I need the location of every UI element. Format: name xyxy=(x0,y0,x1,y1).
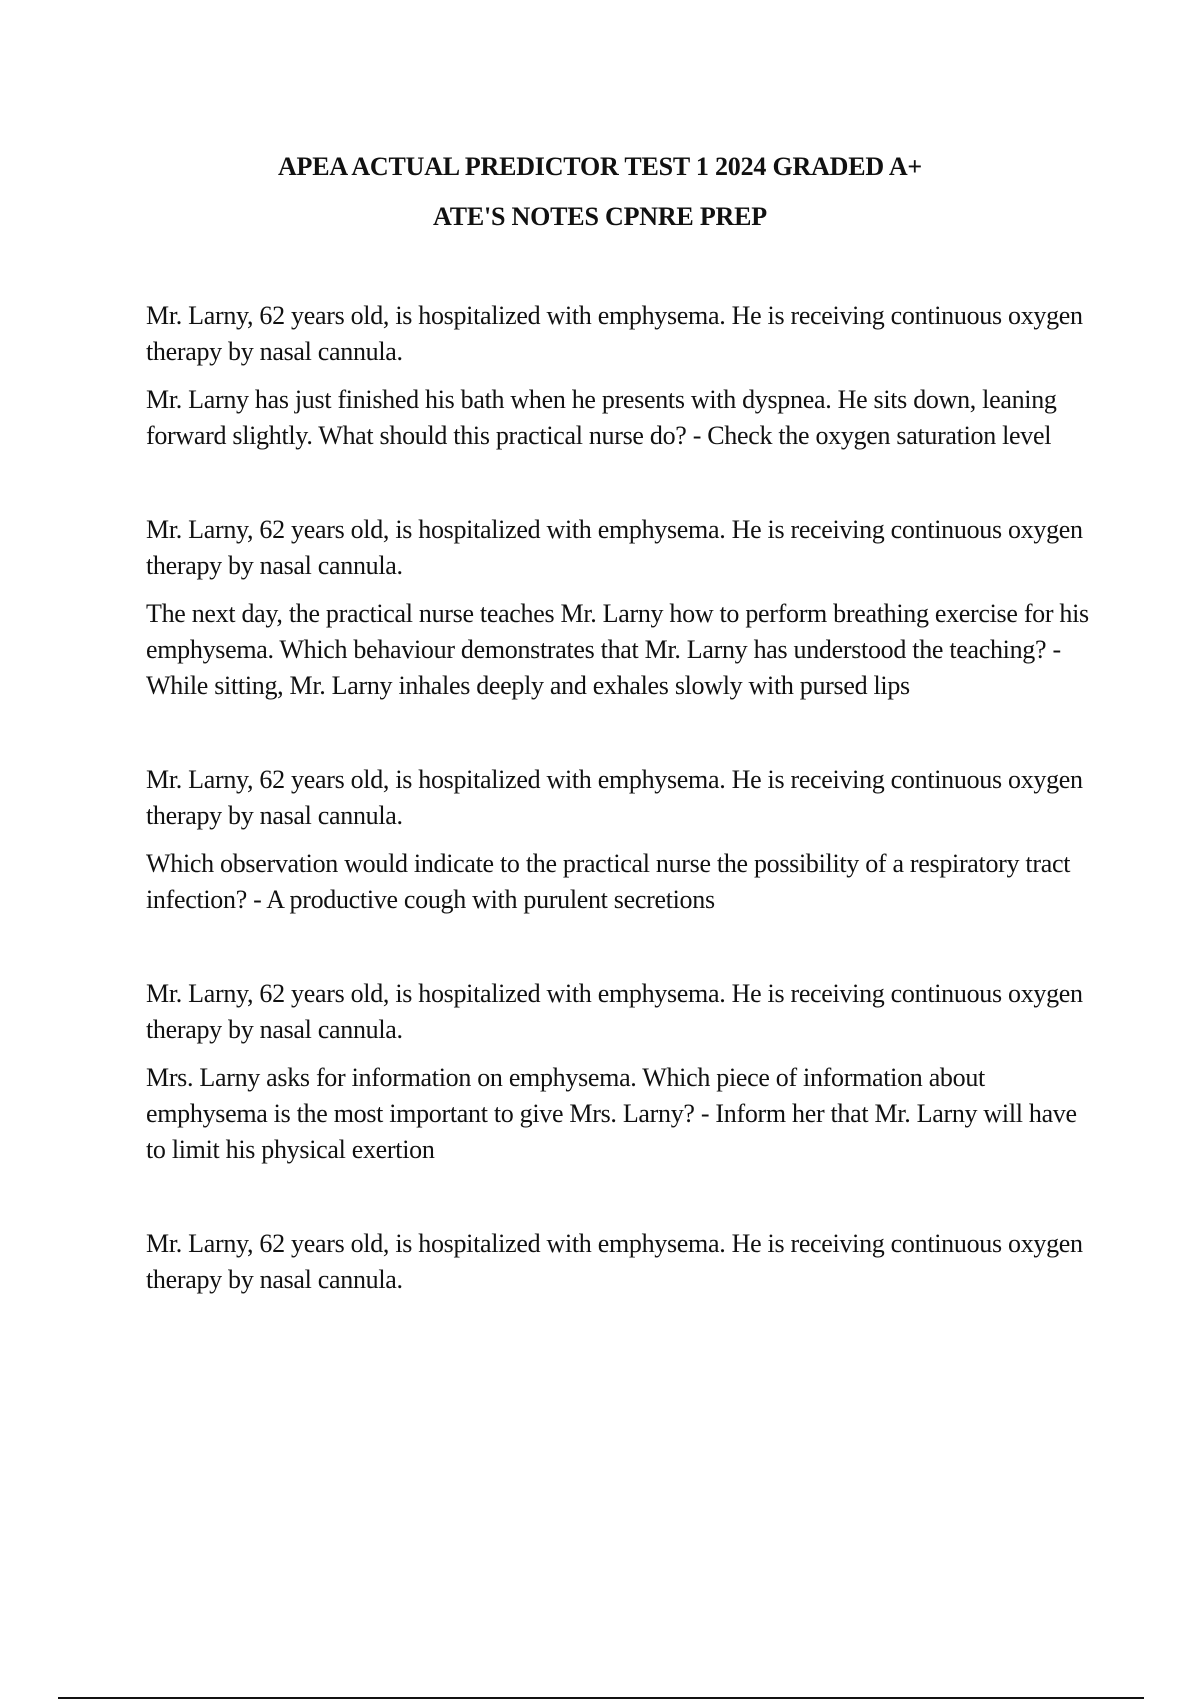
footer-divider xyxy=(58,1697,1144,1699)
qa-item xyxy=(146,298,1096,454)
qa-question-answer: Which observation would indicate to the practical nurse the possibility of a respiratory tract infection? - A productive cough with purulent secretions xyxy=(146,849,1071,914)
qa-question-answer: Mr. Larny has just finished his bath when he presents with dyspnea. He sits down, leaning forward slightly. What should this practical nurse do? - Check the oxygen saturation level xyxy=(146,385,1057,450)
qa-item xyxy=(146,1226,1096,1298)
qa-context: Mr. Larny, 62 years old, is hospitalized with emphysema. He is receiving continuous oxygen therapy by nasal cannula. xyxy=(146,301,1083,366)
qa-context: Mr. Larny, 62 years old, is hospitalized with emphysema. He is receiving continuous oxygen therapy by nasal cannula. xyxy=(146,979,1083,1044)
qa-context: Mr. Larny, 62 years old, is hospitalized with emphysema. He is receiving continuous oxygen therapy by nasal cannula. xyxy=(146,1229,1083,1294)
document-title: APEA ACTUAL PREDICTOR TEST 1 2024 GRADED A+ xyxy=(277,152,923,181)
qa-context: Mr. Larny, 62 years old, is hospitalized with emphysema. He is receiving continuous oxygen therapy by nasal cannula. xyxy=(146,765,1083,830)
document-header xyxy=(0,142,1200,242)
qa-item xyxy=(146,976,1096,1168)
document-body xyxy=(146,298,1096,1356)
document-subtitle: ATE'S NOTES CPNRE PREP xyxy=(433,202,767,231)
qa-question-answer: The next day, the practical nurse teaches Mr. Larny how to perform breathing exercise for his emphysema. Which behaviour demonstrates that Mr. Larny has understood the teaching? - While sitting, Mr. Larny inhales deeply and exhales slowly with pursed lips xyxy=(146,599,1089,700)
qa-context: Mr. Larny, 62 years old, is hospitalized with emphysema. He is receiving continuous oxygen therapy by nasal cannula. xyxy=(146,515,1083,580)
qa-item xyxy=(146,762,1096,918)
qa-item xyxy=(146,512,1096,704)
qa-question-answer: Mrs. Larny asks for information on emphysema. Which piece of information about emphysema is the most important to give Mrs. Larny? - Inform her that Mr. Larny will have to limit his physical exertion xyxy=(146,1063,1077,1164)
